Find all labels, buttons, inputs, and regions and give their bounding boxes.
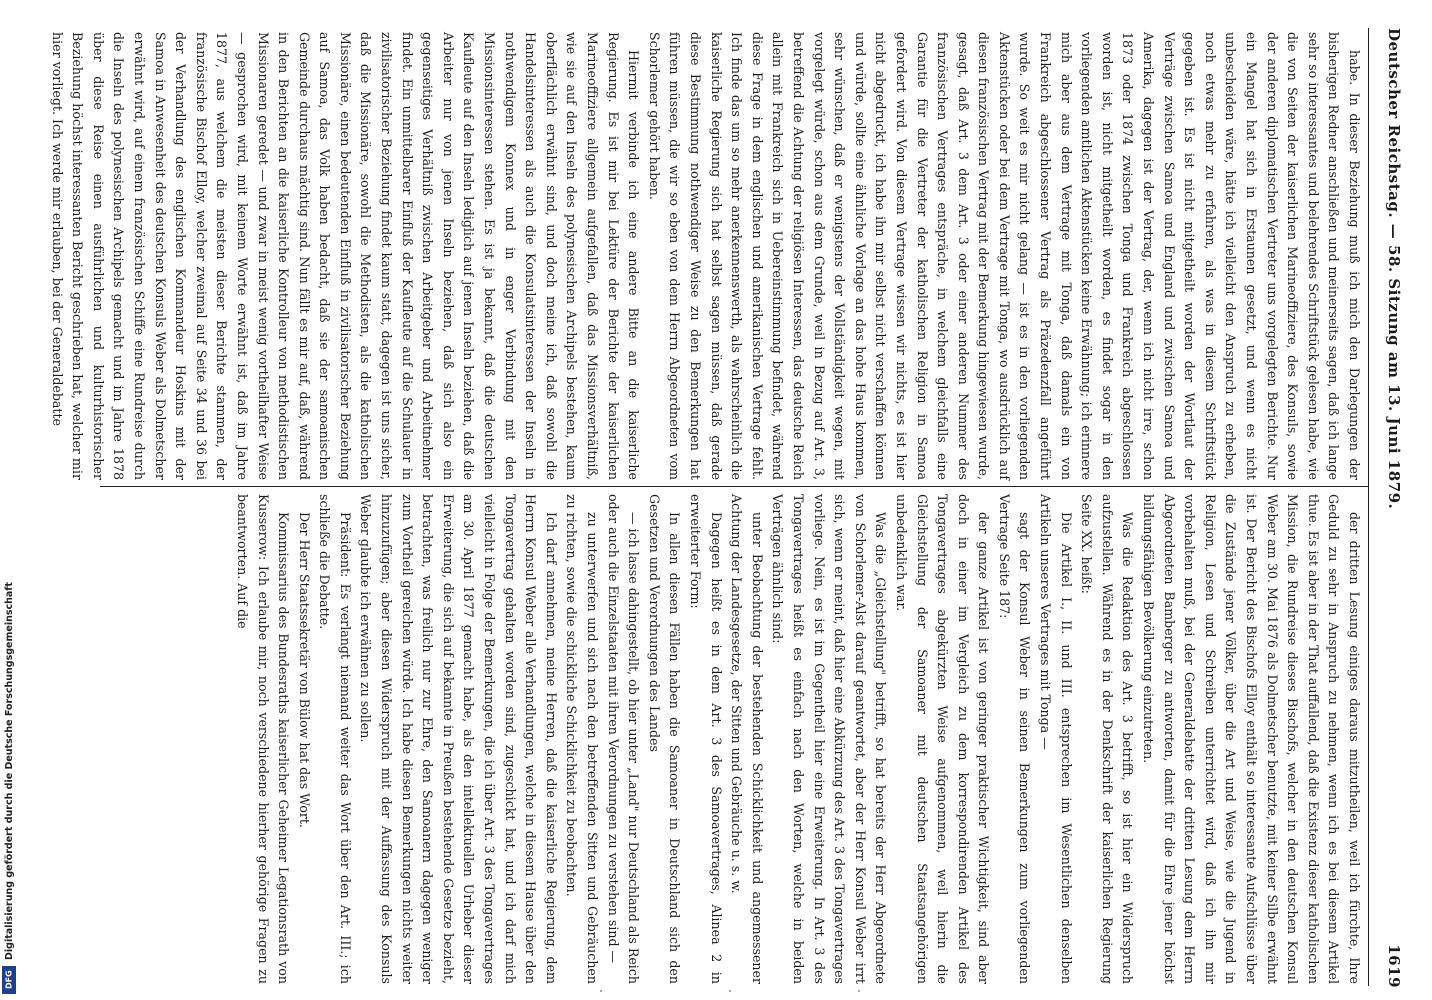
- paragraph: In allen diesen Fällen haben die Samoaner in Deutschland sich den Gesetzen und Verordnungen des Landes: [646, 494, 683, 984]
- paragraph: der dritten Lesung einiges daraus mitzutheilen, weil ich fürchte, Ihre Geduld zu sehr in Anspruch zu nehmen, wenn ich es bei diesem Artikel thue. Es ist aber in der That auffallend, daß die Existenz dieser katholischen Mission, die Rundreise dieses Bischofs, welcher in den deutschen Konsul Weber am 30. Mai 1876 als Dolmetscher benutzte, mit keiner Silbe erwähnt ist. Der Bericht des Bischofs Elloy enthält so interessante Aufschlüsse über die Zustände jener Völker, über die Art und Weise, wie die Jugend in Religion, Lesen und Schreiben unterrichtet wird, daß ich ihn mir vorbehalten muß, bei der Generaldebatte der dritten Lesung dem Herrn Abgeordneten Bamberger zu antworten, damit für die Ehre jener höchst bildungsfähigen Bevölkerung einzutreten.: [1141, 494, 1362, 984]
- text-column-right: [96, 494, 1364, 984]
- header-title: Deutscher Reichstag. — 58. Sitzung am 13. Juni 1879.: [1385, 28, 1403, 510]
- paragraph: habe. In dieser Beziehung muß ich mich den Darlegungen der bisherigen Redner anschließen und meinerseits sagen, daß ich lange sehr so interessantes und belehrendes Schriftstück gelesen habe, wie die von Seiten der kaiserlichen Marineoffiziere, des Konsuls, sowie der anderen diplomatischen Vertreter uns vorgelegten Berichte. Nur ein Mangel hat sich in Erstaunen gesetzt, und wenn es nicht unbescheiden wäre, hätte ich vielleicht den Anspruch zu erheben, noch etwas mehr zu erfahren, als was in diesem Schriftstück gegeben ist. Es ist nicht mitgetheilt worden der Wortlaut der Verträge zwischen Samoa und England und zwischen Samoa und Amerika, dagegen ist der Vertrag, der, wenn ich nicht irre, schon 1873 oder 1874 zwischen Tonga und Frankreich abgeschlossen worden ist, nicht mitgetheilt worden, es findet sogar in den vorliegenden amtlichen Aktenstücken keine Erwähnung; ich erinnere mich aber aus dem Vertrage mit Tonga, daß damals ein von Frankreich abgeschlossener Vertrag als Präzedenzfall angeführt wurde. So weit es mir nicht gelang — ist es in den vorliegenden Aktenstücken oder bei dem Vertrage mit Tonga, wo ausdrücklich auf diesen französischen Vertrag mit der Bemerkung hingewiesen wurde, gesagt, daß Art. 3 dem Art. 3 oder einer anderen Nummer des französischen Vertrages entspräche, in welchem gleichfalls eine Garantie für die Vertreter der katholischen Religion in Samoa gefordert wird. Von diesem Vertrage wissen wir nichts, es ist hier nicht abgedruckt, ich habe ihn mir selbst nicht verschaffen können und würde, sollte eine ähnliche Vorlage an das hohe Haus kommen, sehr wünschen, daß er wenigstens der Vollständigkeit wegen, mit vorgelegt würde, schon aus dem Grunde, weil in Bezug auf Art. 3, betreffend die Achtung der religiösen Interessen, das deutsche Reich allein mit Frankreich sich in Uebereinstimmung befindet, während diese Frage in dem englischen und amerikanischen Vertrage fehlt. Ich finde das um so mehr anerkennenswerth, als wahrscheinlich die kaiserliche Regierung sich hat selbst sagen müssen, daß gerade diese Bestimmung nothwendiger Weise zu den Bemerkungen hat führen müssen, die wir so eben von dem Herrn Abgeordneten vom Schorlemer gehört haben.: [646, 32, 1362, 480]
- header-rule: [1368, 28, 1369, 986]
- dfg-logo-icon: DFG: [2, 966, 16, 994]
- paragraph: zu unterwerfen und sich nach den betreffenden Sitten und Gebräuchen zu richten, sowie die schickliche Schicklichkeit zu beobachten.: [564, 494, 601, 984]
- paragraph: Hiermit verbinde ich eine andere Bitte an die kaiserliche Regierung. Es ist mir bei Lektüre der Berichte der kaiserlichen Marineoffiziere allgemein aufgefallen, daß das Missionsverhältniß, wie sie auf den Inseln des polynesischen Archipels bestehen, kaum oberflächlich erwähnt sind, und doch meine ich, daß sowohl die Handelsinteressen als auch die Konsulatsinteressen der Inseln in nothwendigem Konnex und in enger Verbindung mit den Missionsinteressen stehen. Es ist ja bekannt, daß die deutschen Kaufleute auf den Inseln lediglich auf jenen Inseln beziehen, daß die Arbeiter nur von jenen Inseln beziehen, daß sich also ein gegenseitiges Verhältniß zwischen Arbeitgeber und Arbeitnehmer findet. Ein unmittelbarer Einfluß der Kaufleute auf die Schulauer in zivilisatorischer Beziehung findet kaum statt, dagegen ist uns sicher, daß die Missionäre, sowohl die Methodisten, als die katholischen Missionäre, einen bedeutenden Einfluß in zivilisatorischer Beziehung auf Samoa, das Volk haben bedacht, daß sie der samoanischen Gemeinde durchaus mächtig sind. Nun fällt es mir auf, daß, während in den Berichten an die kaiserliche Kontrolleur von methodistischen Missionaren geredet — und zwar in meist wenig vortheilhafter Weise — gesprochen wird, mit keinem Worte erwähnt ist, daß im Jahre 1877, aus welchem die meisten dieser Berichte stammen, der französische Bischof Elloy, welcher zweimal auf Seite 34 und 36 bei der Verhandlung des englischen Kommandeur Hoskins mit der Samoa in Anwesenheit des deutschen Konsuls Weber als Dolmetscher erwähnt wird, auf einem französischen Schiffe eine Rundreise durch die Inseln des polynesischen Archipels gemacht und im Jahre 1878 über diese Reise einen ausführlichen und kulturhistorischer Beziehung höchst interessanten Bericht geschrieben hat, welcher mir hier vorliegt. Ich werde mir erlauben, bei der Generaldebatte: [49, 32, 642, 480]
- paragraph: Was die Redaktion des Art. 3 betrifft, so ist hier ein Widerspruch aufzustellen. Während es in der Denkschrift der kaiserlichen Regierung Seite XX. heißt:: [1079, 494, 1136, 984]
- paragraph: Was die „Gleichstellung" betrifft, so hat bereits der Herr Abgeordnete von Schorlemer-Alst darauf geantwortet, aber der Herr Konsul Weber irrt sich, wenn er meint, daß hier eine Abkürzung des Art. 3 des Tongavertrages vorliege. Nein, es ist im Gegentheil hier eine Erweiterung. In Art. 3 des Tongavertrages heißt es einfach nach den Worten, welche in beiden Verträgen ähnlich sind:: [770, 494, 889, 984]
- digitization-credit: Digitalisierung gefördert durch die Deutsche Forschungsgemeinschaft: [4, 582, 15, 960]
- text-column-left: [49, 32, 1364, 480]
- column-left-body: [46, 32, 1364, 480]
- paragraph: unter Beobachtung der bestehenden Schicklichkeit und angemessener Achtung der Landesgesetze, der Sitten und Gebräuche u. s. w.: [729, 494, 765, 984]
- paragraph: der ganze Artikel ist von geringer praktischer Wichtigkeit, sind aber doch in einer im Vergleich zu dem korrespondirenden Artikel des Tongavertrages abgekürzten Weise aufgenommen, weil hierin die Gleichstellung der Samoaner mit deutschen Staatsangehörigen unbedenklich war.: [893, 494, 992, 984]
- paragraph: Dagegen heißt es in dem Art. 3 des Samoavertrages, Alinea 2 in erweiterter Form:: [688, 494, 724, 984]
- scan-specks: [600, 990, 860, 996]
- page-number: 1619: [1385, 944, 1403, 988]
- paragraph: Der Herr Staatssekretär von Bülow hat das Wort.: [296, 512, 312, 828]
- paragraph: — ich lasse dahingestellt, ob hier unter „Land" nur Deutschland als Reich oder auch die Einzelstaaten mit ihren Verordnungen zu verstehen sind —: [605, 494, 642, 984]
- paragraph: Kommissarius des Bundesraths kaiserlicher Geheimer Legationsrath von Kusserow: Ich erlaube mir, noch verschiedene hierher gehörige Fragen zu beantworten. Auf die: [234, 494, 292, 984]
- paragraph: Präsident: Es verlangt niemand weiter das Wort über den Art. III.; ich schließe die Debatte.: [317, 494, 353, 984]
- page-header: [1374, 28, 1414, 988]
- paragraph: Die Artikel I., II. und III. entsprechen im Wesentlichen denselben Artikeln unseres Vertrages mit Tonga —: [1038, 494, 1074, 984]
- paragraph: sagt der Konsul Weber in seinen Bemerkungen zum vorliegenden Vertrage Seite 187:: [996, 494, 1033, 984]
- paragraph: Ich darf annehmen, meine Herren, daß die kaiserliche Regierung, dem Herrn Konsul Weber alle Verhandlungen, welche in diesem Hause über den Tongavertrag gehalten worden sind, zugeschickt hat, und ich darf mich vielleicht in Folge der Bemerkungen, die ich über Art. 3 des Tongavertrages am 30. April 1877 gemacht habe, als den intellektuellen Urheber dieser Erweiterung, die sich auf bekannte in Preußen bestehende Gesetze bezieht, betrachten, was freilich nur zur Ehre, den Samoanern dagegen weniger zum Vortheil gereichen würde. Ich habe diesen Bemerkungen nichts weiter hinzuzufügen; aber diesen Widerspruch mit der Auffassung des Konsuls Weber glaubte ich erwähnen zu sollen.: [358, 494, 559, 984]
- column-right-body: [231, 494, 1364, 984]
- column-divider: [100, 486, 1368, 487]
